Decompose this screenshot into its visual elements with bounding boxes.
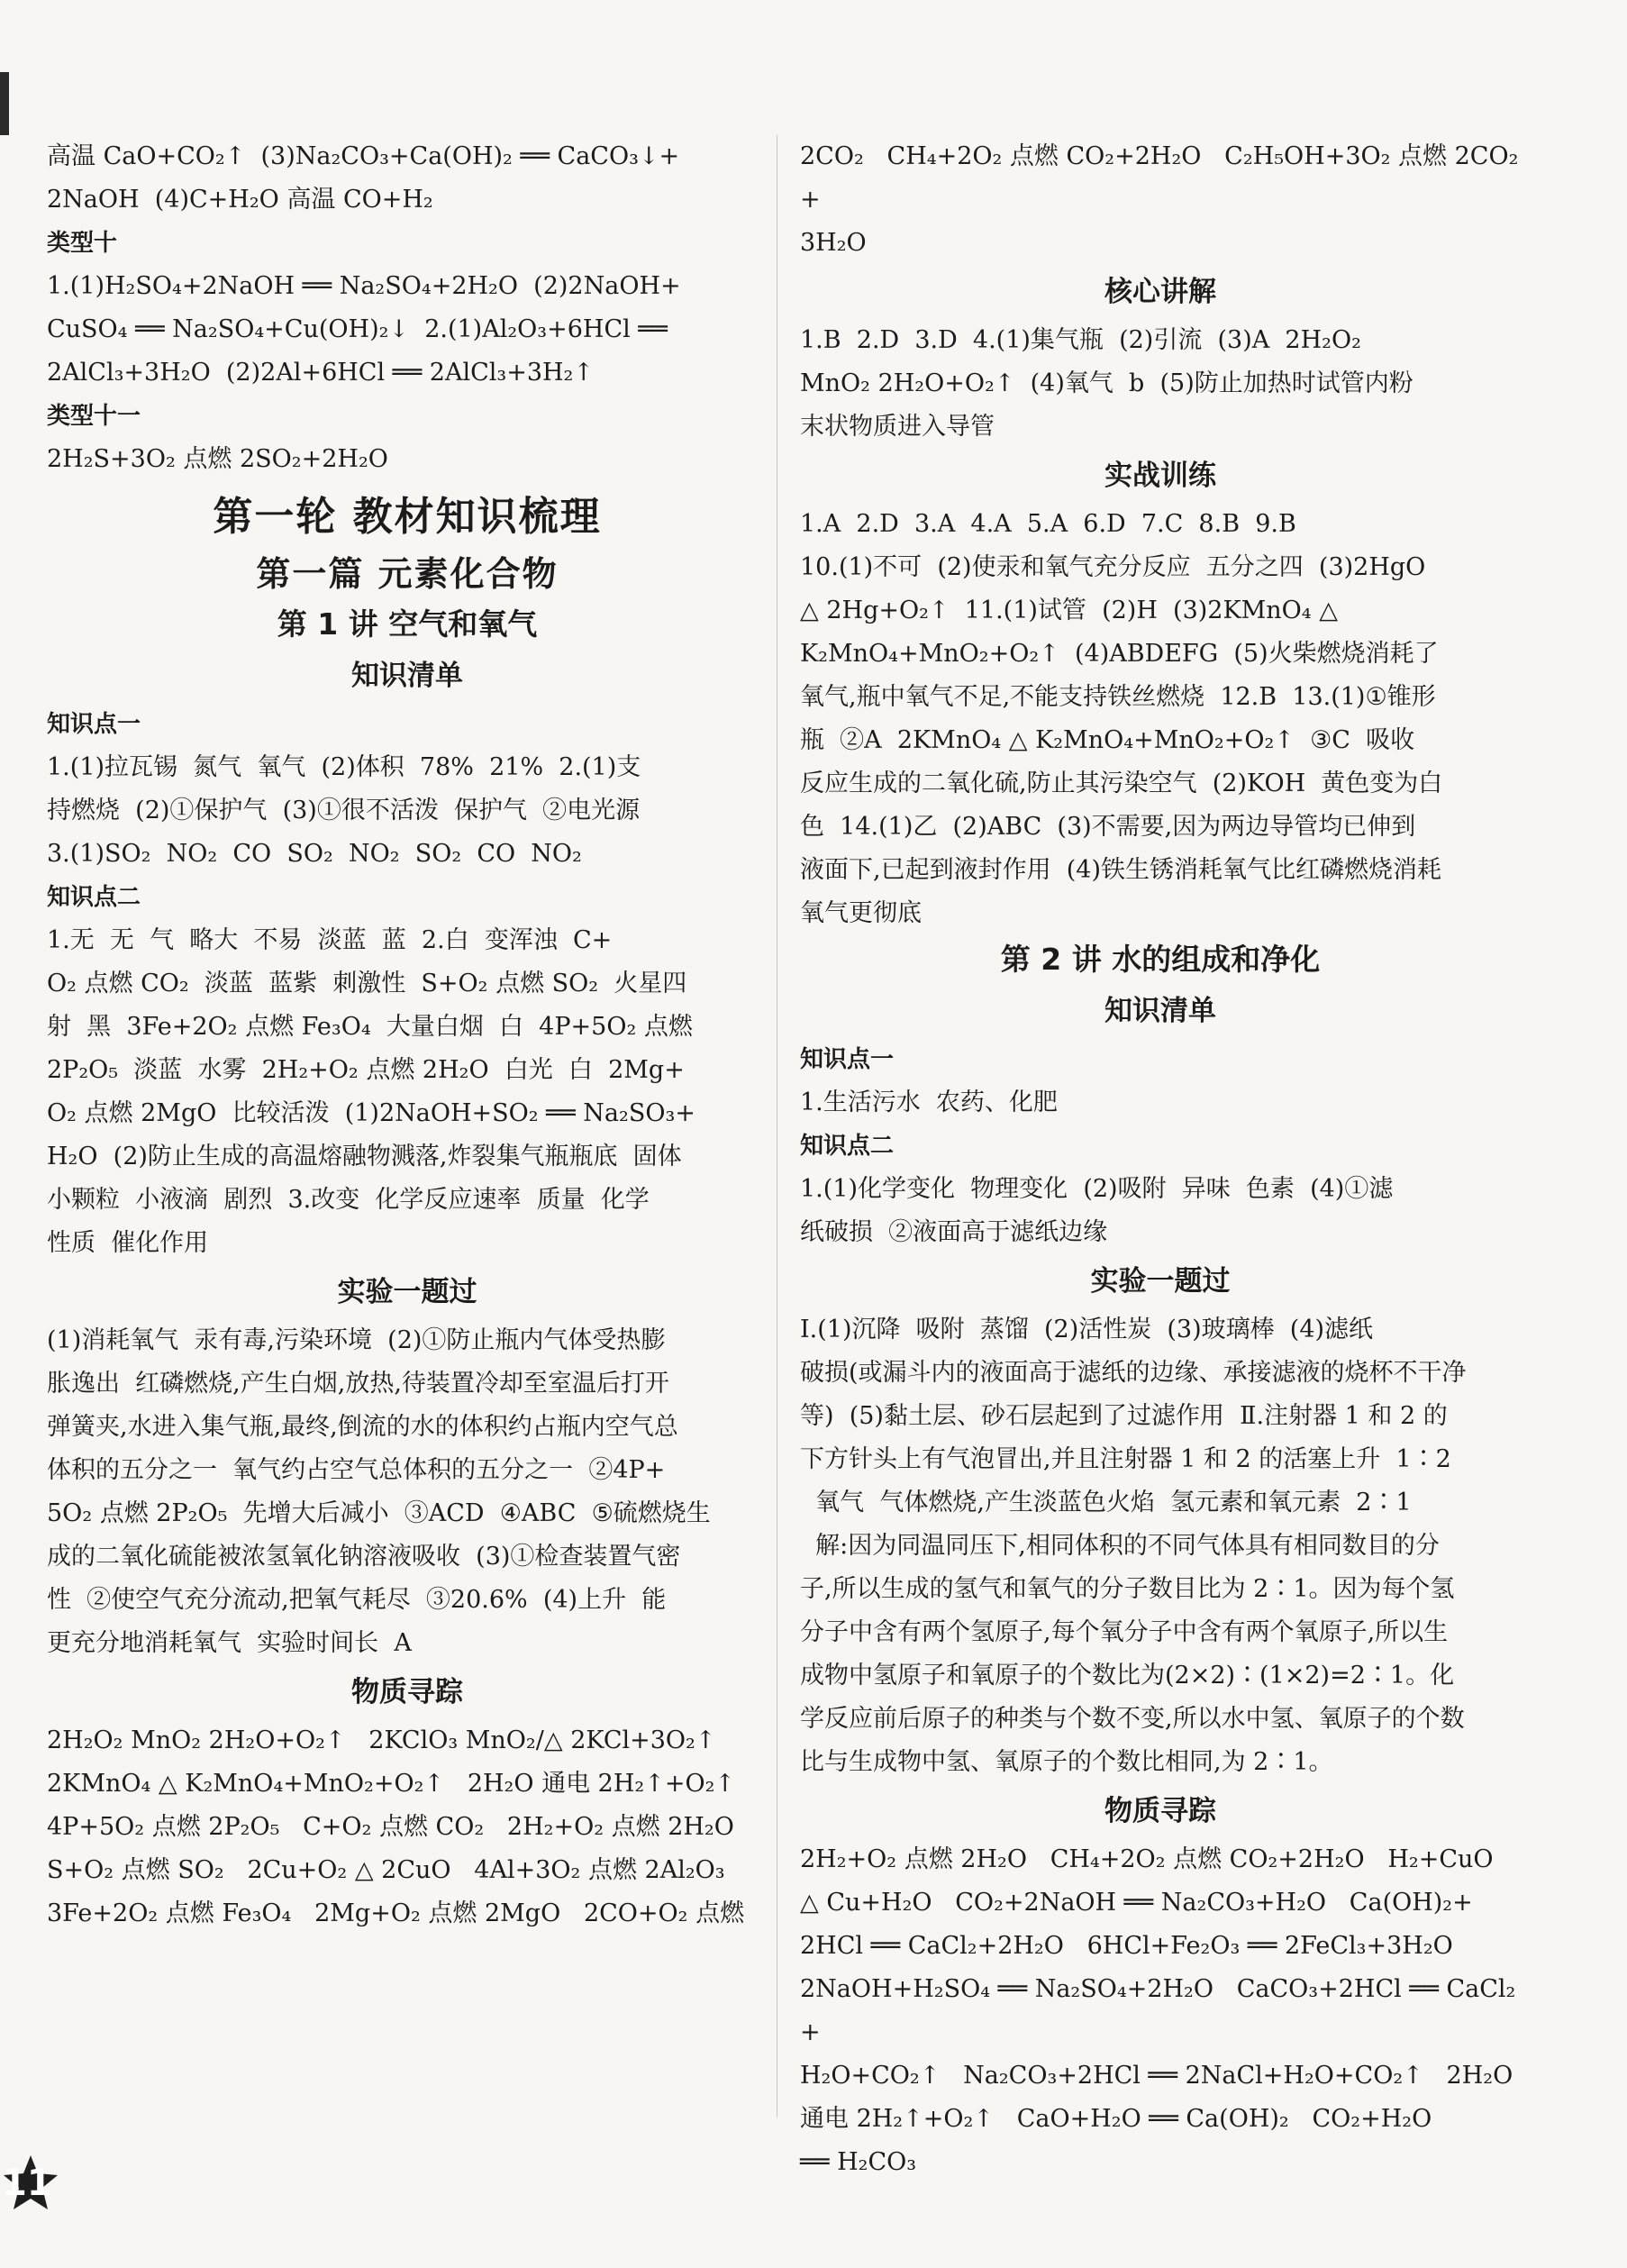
text-line: 破损(或漏斗内的液面高于滤纸的边缘、承接滤液的烧杯不干净 xyxy=(800,1359,1467,1387)
equation-line: 2H₂O₂ MnO₂ 2H₂O+O₂↑ 2KClO₃ MnO₂/△ 2KCl+3O₂↑ xyxy=(47,1726,716,1754)
text-line: O₂ 点燃 2MgO 比较活泼 (1)2NaOH+SO₂ ══ Na₂SO₃+ xyxy=(47,1099,695,1127)
text-line: 1.(1)拉瓦锡 氮气 氧气 (2)体积 78% 21% 2.(1)支 xyxy=(47,753,641,781)
text-line: 性 ②使空气充分流动,把氧气耗尽 ③20.6% (4)上升 能 xyxy=(47,1586,667,1614)
equation-line: 2KMnO₄ △ K₂MnO₄+MnO₂+O₂↑ 2H₂O 通电 2H₂↑+O₂↑ xyxy=(47,1770,736,1798)
text-line: 色 14.(1)乙 (2)ABC (3)不需要,因为两边导管均已伸到 xyxy=(800,813,1416,841)
text-line: 子,所以生成的氢气和氧气的分子数目比为 2∶1。因为每个氢 xyxy=(800,1575,1455,1603)
text-line: 纸破损 ②液面高于滤纸边缘 xyxy=(800,1218,1108,1246)
text-line: 持燃烧 (2)①保护气 (3)①很不活泼 保护气 ②电光源 xyxy=(47,797,641,824)
knowledge-point-2-label: 知识点二 xyxy=(800,1133,895,1160)
text-line: 3H₂O xyxy=(800,229,867,257)
experiment-heading: 实验一题过 xyxy=(1090,1265,1231,1298)
right-block-7 xyxy=(800,1838,1521,2184)
text-line: 下方针头上有气泡冒出,并且注射器 1 和 2 的活塞上升 1∶2 xyxy=(800,1445,1451,1473)
text-line: 2CO₂ CH₄+2O₂ 点燃 CO₂+2H₂O C₂H₅OH+3O₂ 点燃 2CO₂+ xyxy=(800,142,1519,214)
text-line: (1)消耗氧气 汞有毒,污染环境 (2)①防止瓶内气体受热膨 xyxy=(47,1326,666,1354)
equation-line: 4P+5O₂ 点燃 2P₂O₅ C+O₂ 点燃 CO₂ 2H₂+O₂ 点燃 2H₂O xyxy=(47,1813,734,1841)
right-block-1 xyxy=(800,135,1521,265)
text-line: 反应生成的二氧化硫,防止其污染空气 (2)KOH 黄色变为白 xyxy=(800,770,1443,797)
text-line: CuSO₄ ══ Na₂SO₄+Cu(OH)₂↓ 2.(1)Al₂O₃+6HCl ══ xyxy=(47,315,668,343)
right-block-5 xyxy=(800,1168,1521,1254)
text-line: 性质 催化作用 xyxy=(47,1229,209,1257)
text-line: 更充分地消耗氧气 实验时间长 A xyxy=(47,1629,412,1657)
substance-trace-heading: 物质寻踪 xyxy=(351,1676,463,1708)
text-line: 1.(1)化学变化 物理变化 (2)吸附 异味 色素 (4)①滤 xyxy=(800,1175,1394,1203)
equation-line: 3Fe+2O₂ 点燃 Fe₃O₄ 2Mg+O₂ 点燃 2MgO 2CO+O₂ 点燃 xyxy=(47,1899,745,1927)
left-block-7 xyxy=(47,1719,768,1936)
text-line: 高温 CaO+CO₂↑ (3)Na₂CO₃+Ca(OH)₂ ══ CaCO₃↓+ xyxy=(47,142,680,170)
equation-line: △ Cu+H₂O CO₂+2NaOH ══ Na₂CO₃+H₂O Ca(OH)₂+ xyxy=(800,1889,1473,1917)
left-block-6 xyxy=(47,1319,768,1665)
type-eleven-label: 类型十一 xyxy=(47,403,141,430)
page-number: 11 xyxy=(2,2163,52,2204)
text-line: K₂MnO₄+MnO₂+O₂↑ (4)ABDEFG (5)火柴燃烧消耗了 xyxy=(800,640,1439,668)
text-line: 液面下,已起到液封作用 (4)铁生锈消耗氧气比红磷燃烧消耗 xyxy=(800,856,1441,884)
knowledge-list-heading: 知识清单 xyxy=(351,660,463,692)
lecture-1-title: 第 1 讲 空气和氧气 xyxy=(277,606,538,642)
text-line: 体积的五分之一 氧气约占空气总体积的五分之一 ②4P+ xyxy=(47,1456,666,1484)
right-column xyxy=(800,135,1521,2184)
equation-line: 2H₂+O₂ 点燃 2H₂O CH₄+2O₂ 点燃 CO₂+2H₂O H₂+CuO xyxy=(800,1845,1494,1873)
text-line: 小颗粒 小液滴 剧烈 3.改变 化学反应速率 质量 化学 xyxy=(47,1186,650,1214)
knowledge-list-heading: 知识清单 xyxy=(1104,995,1216,1027)
left-block-5 xyxy=(47,919,768,1265)
text-line: 氧气 气体燃烧,产生淡蓝色火焰 氢元素和氧元素 2∶1 xyxy=(800,1489,1412,1517)
text-line: 5O₂ 点燃 2P₂O₅ 先增大后减小 ③ACD ④ABC ⑤硫燃烧生 xyxy=(47,1499,711,1527)
text-line: 比与生成物中氢、氧原子的个数比相同,为 2∶1。 xyxy=(800,1748,1333,1776)
left-column xyxy=(47,135,768,1936)
text-line: 成的二氧化硫能被浓氢氧化钠溶液吸收 (3)①检查装置气密 xyxy=(47,1543,681,1571)
text-line: H₂O (2)防止生成的高温熔融物溅落,炸裂集气瓶瓶底 固体 xyxy=(47,1143,682,1170)
text-line: 1.无 无 气 略大 不易 淡蓝 蓝 2.白 变浑浊 C+ xyxy=(47,926,613,954)
text-line: 成物中氢原子和氧原子的个数比为(2×2)∶(1×2)=2∶1。化 xyxy=(800,1662,1455,1690)
text-line: 学反应前后原子的种类与个数不变,所以水中氢、氧原子的个数 xyxy=(800,1705,1465,1733)
text-line: 2AlCl₃+3H₂O (2)2Al+6HCl ══ 2AlCl₃+3H₂↑ xyxy=(47,359,594,387)
text-line: 2H₂S+3O₂ 点燃 2SO₂+2H₂O xyxy=(47,445,388,473)
margin-mark xyxy=(0,72,9,135)
text-line: △ 2Hg+O₂↑ 11.(1)试管 (2)H (3)2KMnO₄ △ xyxy=(800,597,1338,624)
equation-line: ══ H₂CO₃ xyxy=(800,2148,917,2176)
knowledge-point-2-label: 知识点二 xyxy=(47,884,141,911)
right-block-2 xyxy=(800,319,1521,449)
text-line: 2P₂O₅ 淡蓝 水雾 2H₂+O₂ 点燃 2H₂O 白光 白 2Mg+ xyxy=(47,1056,685,1084)
text-line: 10.(1)不可 (2)使汞和氧气充分反应 五分之四 (3)2HgO xyxy=(800,553,1426,581)
text-line: 末状物质进入导管 xyxy=(800,413,995,441)
right-block-3 xyxy=(800,503,1521,935)
left-block-4 xyxy=(47,746,768,876)
text-line: 分子中含有两个氢原子,每个氧分子中含有两个氧原子,所以生 xyxy=(800,1618,1449,1646)
core-explanation-heading: 核心讲解 xyxy=(1104,276,1216,308)
part-title: 第一篇 元素化合物 xyxy=(256,554,559,594)
practice-heading: 实战训练 xyxy=(1104,460,1216,492)
substance-trace-heading: 物质寻踪 xyxy=(1104,1795,1216,1827)
text-line: 1.B 2.D 3.D 4.(1)集气瓶 (2)引流 (3)A 2H₂O₂ xyxy=(800,326,1361,354)
text-line: Ⅰ.(1)沉降 吸附 蒸馏 (2)活性炭 (3)玻璃棒 (4)滤纸 xyxy=(800,1316,1374,1343)
knowledge-point-1-label: 知识点一 xyxy=(47,711,141,738)
left-block-1 xyxy=(47,135,768,222)
knowledge-point-1-label: 知识点一 xyxy=(800,1046,895,1073)
text-line: 瓶 ②A 2KMnO₄ △ K₂MnO₄+MnO₂+O₂↑ ③C 吸收 xyxy=(800,726,1415,754)
equation-line: 2NaOH+H₂SO₄ ══ Na₂SO₄+2H₂O CaCO₃+2HCl ══ CaCl₂+ xyxy=(800,1975,1516,2046)
text-line: 1.(1)H₂SO₄+2NaOH ══ Na₂SO₄+2H₂O (2)2NaOH+ xyxy=(47,272,681,300)
equation-line: 2HCl ══ CaCl₂+2H₂O 6HCl+Fe₂O₃ ══ 2FeCl₃+3H₂O xyxy=(800,1932,1453,1960)
experiment-heading: 实验一题过 xyxy=(337,1276,477,1308)
type-ten-label: 类型十 xyxy=(47,230,118,257)
text-line: MnO₂ 2H₂O+O₂↑ (4)氧气 b (5)防止加热时试管内粉 xyxy=(800,369,1413,397)
text-line: 射 黑 3Fe+2O₂ 点燃 Fe₃O₄ 大量白烟 白 4P+5O₂ 点燃 xyxy=(47,1013,693,1041)
text-line: 弹簧夹,水进入集气瓶,最终,倒流的水的体积约占瓶内空气总 xyxy=(47,1413,678,1441)
text-line: 3.(1)SO₂ NO₂ CO SO₂ NO₂ SO₂ CO NO₂ xyxy=(47,840,582,868)
left-block-2 xyxy=(47,265,768,395)
text-line: 胀逸出 红磷燃烧,产生白烟,放热,待装置冷却至室温后打开 xyxy=(47,1370,669,1398)
equation-line: 通电 2H₂↑+O₂↑ CaO+H₂O ══ Ca(OH)₂ CO₂+H₂O xyxy=(800,2105,1432,2133)
text-line: O₂ 点燃 CO₂ 淡蓝 蓝紫 刺激性 S+O₂ 点燃 SO₂ 火星四 xyxy=(47,970,687,997)
round-title: 第一轮 教材知识梳理 xyxy=(213,494,602,540)
equation-line: S+O₂ 点燃 SO₂ 2Cu+O₂ △ 2CuO 4Al+3O₂ 点燃 2Al₂O₃ xyxy=(47,1856,725,1884)
text-line: 1.生活污水 农药、化肥 xyxy=(800,1088,1058,1116)
lecture-2-title: 第 2 讲 水的组成和净化 xyxy=(1000,942,1321,977)
text-line: 2NaOH (4)C+H₂O 高温 CO+H₂ xyxy=(47,186,433,214)
equation-line: H₂O+CO₂↑ Na₂CO₃+2HCl ══ 2NaCl+H₂O+CO₂↑ 2H₂O xyxy=(800,2062,1513,2090)
text-line: 等) (5)黏土层、砂石层起到了过滤作用 Ⅱ.注射器 1 和 2 的 xyxy=(800,1402,1448,1430)
text-line: 氧气更彻底 xyxy=(800,899,922,927)
text-line: 解:因为同温同压下,相同体积的不同气体具有相同数目的分 xyxy=(800,1532,1440,1560)
text-line: 1.A 2.D 3.A 4.A 5.A 6.D 7.C 8.B 9.B xyxy=(800,510,1296,538)
text-line: 氧气,瓶中氧气不足,不能支持铁丝燃烧 12.B 13.(1)①锥形 xyxy=(800,683,1436,711)
right-block-6 xyxy=(800,1308,1521,1784)
